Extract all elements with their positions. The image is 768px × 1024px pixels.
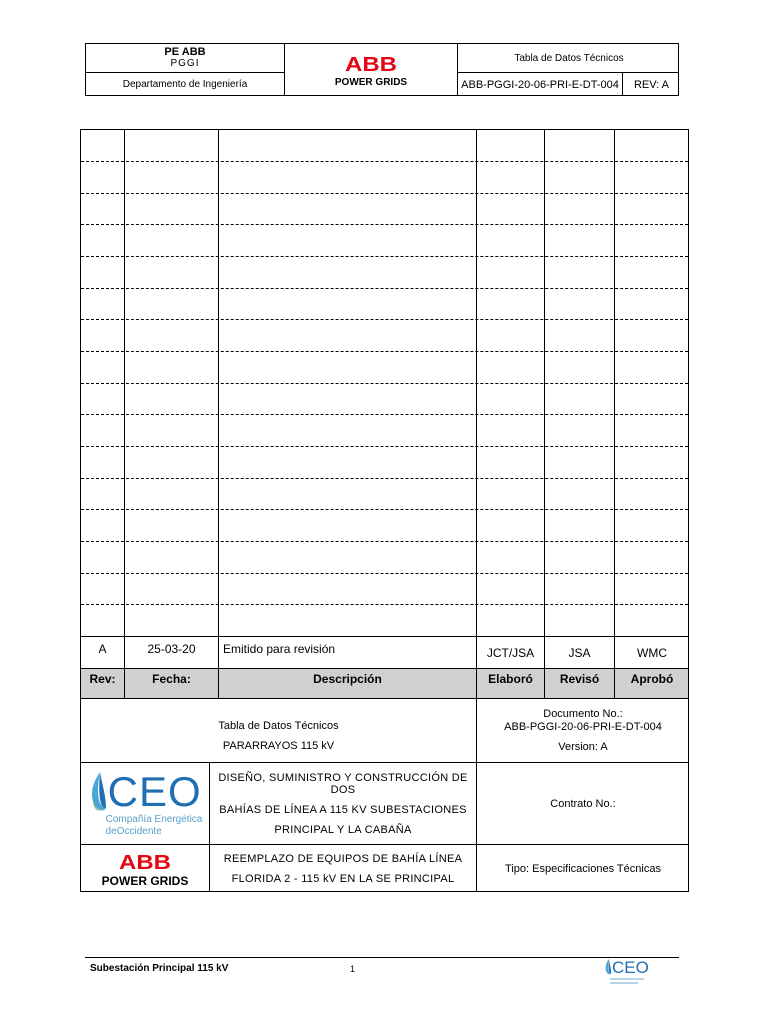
col-aprobo: Aprobó	[630, 672, 674, 686]
ceo-logo-text: CEO	[107, 768, 202, 815]
footer-divider	[85, 957, 679, 958]
row-elaboro: JCT/JSA	[486, 645, 535, 660]
row-rev: A	[98, 641, 107, 656]
rev-cell	[623, 73, 680, 96]
scope-line-2: FLORIDA 2 - 115 kV EN LA SE PRINCIPAL	[231, 872, 455, 885]
contract-cell	[477, 763, 689, 844]
doc-no-label: Documento No.:	[543, 708, 623, 720]
footer-ceo-text: CEO	[612, 957, 649, 977]
department-name: Departamento de Ingeniería	[122, 79, 248, 90]
footer-site: Subestación Principal 115 kV	[90, 963, 229, 974]
doc-subject: PARARRAYOS 115 kV	[222, 739, 335, 752]
page-number: 1	[350, 964, 356, 974]
row-reviso: JSA	[568, 645, 591, 660]
ceo-sub-1: Compañía Energética	[105, 814, 203, 825]
ceo-sub-2: deOccidente	[105, 825, 162, 837]
doc-number-cell	[477, 699, 689, 762]
footer-drop-icon	[604, 958, 612, 976]
col-description: Descripción	[313, 672, 382, 686]
doc-type: Tipo: Especificaciones Técnicas	[505, 862, 661, 875]
revision-table	[80, 129, 689, 699]
col-date: Fecha:	[152, 672, 191, 686]
footer-ceo-logo	[604, 958, 649, 984]
doc-no: ABB-PGGI-20-06-PRI-E-DT-004	[504, 721, 662, 733]
ceo-logo	[81, 763, 209, 844]
division-name: PGGI	[170, 58, 200, 70]
abb-logo	[285, 44, 457, 96]
abb-logo-mark: ABB	[344, 52, 397, 76]
rev-label: REV: A	[633, 78, 670, 91]
col-elaboro: Elaboró	[488, 672, 533, 686]
type-cell	[477, 845, 689, 892]
project-line-2: BAHÍAS DE LÍNEA A 115 KV SUBESTACIONES	[219, 804, 467, 816]
document-header	[85, 43, 679, 96]
row-aprobo: WMC	[637, 645, 667, 660]
col-reviso: Revisó	[559, 672, 600, 686]
power-grids-label: POWER GRIDS	[334, 76, 408, 88]
company-cell	[86, 44, 284, 72]
col-rev: Rev:	[89, 672, 116, 686]
scope-line-1: REEMPLAZO DE EQUIPOS DE BAHÍA LÍNEA	[223, 852, 463, 865]
abb-logo-mark-2: ABB	[118, 850, 171, 874]
doc-name-cell	[81, 713, 476, 758]
abb-logo-block	[81, 845, 209, 892]
doc-code-cell	[458, 73, 622, 96]
project-line-1: DISEÑO, SUMINISTRO Y CONSTRUCCIÓN DE DOS	[218, 772, 468, 796]
row-description: Emitido para revisión	[223, 641, 336, 656]
contract-label: Contrato No.:	[550, 797, 616, 810]
doc-title-cell	[458, 44, 680, 72]
department-cell	[86, 73, 284, 96]
document-info-block	[80, 698, 689, 892]
row-date: 25-03-20	[147, 641, 196, 656]
scope-cell	[210, 845, 476, 892]
project-line-3: PRINCIPAL Y LA CABAÑA	[274, 824, 412, 836]
power-grids-label-2: POWER GRIDS	[101, 873, 189, 888]
doc-code: ABB-PGGI-20-06-PRI-E-DT-004	[461, 78, 619, 91]
ceo-drop-icon	[88, 770, 108, 814]
company-name: PE ABB	[164, 45, 206, 58]
doc-title: Tabla de Datos Técnicos	[514, 52, 624, 64]
project-cell	[210, 771, 476, 837]
doc-version: Version: A	[558, 741, 608, 753]
doc-name: Tabla de Datos Técnicos	[218, 719, 339, 732]
